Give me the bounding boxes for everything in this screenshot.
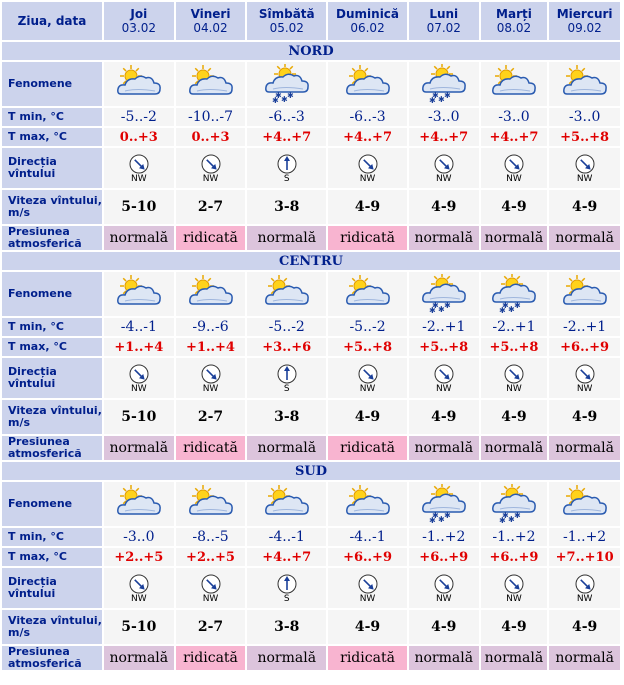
day-date: 09.02 — [567, 21, 602, 35]
pressure-normal-value: normală — [409, 436, 479, 460]
wind-direction-label: NW — [202, 594, 219, 604]
wind-direction-label: NW — [576, 174, 593, 184]
wind-arrow-icon — [277, 574, 297, 594]
tmax-value: +3..+6 — [247, 338, 326, 356]
wind-direction-cell — [549, 148, 620, 188]
tmax-row — [2, 548, 620, 566]
wind-arrow-icon — [129, 574, 149, 594]
tmin-value: -4..-1 — [328, 528, 407, 546]
wind-direction-cell — [409, 568, 479, 608]
direction-label: Direcția vîntului — [2, 568, 102, 608]
direction-row — [2, 568, 620, 608]
wind-speed-value: 3-8 — [247, 400, 326, 434]
wind-speed-value: 4-9 — [328, 400, 407, 434]
fenomene-cell — [549, 62, 620, 106]
wind-direction-cell — [176, 148, 246, 188]
pressure-normal-value: normală — [549, 226, 620, 250]
day-name: Luni — [429, 7, 459, 21]
tmax-label: T max, °C — [2, 338, 102, 356]
pressure-row — [2, 646, 620, 670]
fenomene-cell — [104, 62, 174, 106]
wind-direction-cell — [104, 568, 174, 608]
tmax-value: +4..+7 — [409, 128, 479, 146]
wind-direction-label: NW — [435, 384, 452, 394]
region-row — [2, 252, 620, 270]
tmin-value: -5..-2 — [328, 318, 407, 336]
wind-speed-value: 2-7 — [176, 190, 246, 224]
svg-text:✱: ✱ — [443, 511, 451, 520]
wind-arrow-icon — [129, 364, 149, 384]
fenomene-cell — [328, 482, 407, 526]
fenomene-label: Fenomene — [2, 272, 102, 316]
svg-text:✱: ✱ — [437, 305, 445, 314]
tmax-label: T max, °C — [2, 548, 102, 566]
wind-direction-cell — [481, 148, 548, 188]
wind-direction-label: NW — [131, 174, 147, 184]
wind-speed-value: 4-9 — [549, 610, 620, 644]
wind-direction-cell — [481, 568, 548, 608]
wind-direction-cell — [247, 358, 326, 398]
wind-speed-value: 2-7 — [176, 400, 246, 434]
wind-speed-value: 4-9 — [409, 400, 479, 434]
sun-cloud-snow-icon — [420, 484, 468, 524]
wind-direction-cell — [247, 148, 326, 188]
svg-text:✱: ✱ — [507, 515, 515, 524]
tmax-row — [2, 338, 620, 356]
tmin-value: -5..-2 — [104, 108, 174, 126]
sun-cloud-icon — [344, 274, 392, 314]
sun-cloud-icon — [187, 484, 235, 524]
speed-row — [2, 610, 620, 644]
speed-label: Viteza vîntului, m/s — [2, 610, 102, 644]
day-name: Vineri — [190, 7, 231, 21]
tmax-value: +2..+5 — [104, 548, 174, 566]
fenomene-cell — [481, 482, 548, 526]
wind-arrow-icon — [201, 154, 221, 174]
sun-cloud-snow-icon — [420, 274, 468, 314]
pressure-label: Presiunea atmosferică — [2, 436, 102, 460]
wind-speed-value: 4-9 — [481, 610, 548, 644]
direction-row — [2, 358, 620, 398]
tmax-value: +1..+4 — [104, 338, 174, 356]
wind-speed-value: 3-8 — [247, 610, 326, 644]
day-header — [176, 2, 246, 40]
tmin-value: -4..-1 — [104, 318, 174, 336]
wind-direction-label: NW — [359, 594, 376, 604]
day-header — [409, 2, 479, 40]
wind-direction-label: NW — [506, 594, 522, 604]
svg-text:✱: ✱ — [286, 91, 294, 100]
wind-arrow-icon — [358, 364, 378, 384]
wind-direction-label: NW — [576, 594, 593, 604]
wind-direction-label: NW — [131, 594, 147, 604]
tmin-row — [2, 108, 620, 126]
wind-speed-value: 4-9 — [481, 190, 548, 224]
direction-row — [2, 148, 620, 188]
fenomene-cell — [176, 62, 246, 106]
day-date: 05.02 — [269, 21, 304, 35]
day-name: Duminică — [336, 7, 400, 21]
sun-cloud-icon — [561, 64, 609, 104]
tmax-value: +5..+8 — [328, 338, 407, 356]
wind-direction-label: S — [283, 174, 290, 184]
svg-text:✱: ✱ — [431, 511, 439, 520]
fenomene-cell — [247, 62, 326, 106]
pressure-normal-value: normală — [247, 646, 326, 670]
wind-arrow-icon — [129, 154, 149, 174]
wind-speed-value: 5-10 — [104, 400, 174, 434]
fenomene-cell — [549, 482, 620, 526]
pressure-normal-value: normală — [481, 646, 548, 670]
day-date: 07.02 — [426, 21, 461, 35]
tmin-value: -6..-3 — [328, 108, 407, 126]
day-date: 04.02 — [193, 21, 228, 35]
svg-text:✱: ✱ — [428, 516, 436, 524]
region-title: SUD — [2, 462, 620, 480]
pressure-label: Presiunea atmosferică — [2, 646, 102, 670]
wind-speed-value: 5-10 — [104, 190, 174, 224]
wind-speed-value: 4-9 — [409, 610, 479, 644]
svg-text:✱: ✱ — [507, 305, 515, 314]
svg-text:✱: ✱ — [274, 91, 282, 100]
day-date: 03.02 — [121, 21, 156, 35]
sun-cloud-icon — [187, 64, 235, 104]
tmax-value: +1..+4 — [176, 338, 246, 356]
wind-arrow-icon — [201, 364, 221, 384]
wind-direction-label: NW — [506, 174, 522, 184]
pressure-normal-value: normală — [409, 646, 479, 670]
wind-direction-cell — [409, 358, 479, 398]
wind-direction-cell — [176, 358, 246, 398]
wind-direction-label: NW — [359, 384, 376, 394]
wind-arrow-icon — [575, 574, 595, 594]
tmin-value: -1..+2 — [549, 528, 620, 546]
day-header — [481, 2, 548, 40]
day-name: Sîmbătă — [258, 7, 315, 21]
pressure-row — [2, 226, 620, 250]
day-name: Miercuri — [556, 7, 613, 21]
fenomene-cell — [247, 272, 326, 316]
pressure-normal-value: normală — [481, 436, 548, 460]
sun-cloud-icon — [187, 274, 235, 314]
wind-arrow-icon — [434, 154, 454, 174]
sun-cloud-icon — [115, 274, 163, 314]
day-name: Joi — [130, 7, 148, 21]
pressure-normal-value: normală — [247, 226, 326, 250]
sun-cloud-snow-icon — [490, 484, 538, 524]
speed-row — [2, 400, 620, 434]
pressure-normal-value: normală — [104, 436, 174, 460]
tmin-value: -5..-2 — [247, 318, 326, 336]
tmin-value: -1..+2 — [409, 528, 479, 546]
svg-text:✱: ✱ — [428, 306, 436, 314]
tmin-value: -3..0 — [549, 108, 620, 126]
sun-cloud-icon — [344, 484, 392, 524]
wind-speed-value: 4-9 — [409, 190, 479, 224]
direction-label: Direcția vîntului — [2, 358, 102, 398]
speed-row — [2, 190, 620, 224]
wind-direction-cell — [328, 568, 407, 608]
pressure-high-value: ridicată — [328, 436, 407, 460]
wind-arrow-icon — [358, 154, 378, 174]
pressure-normal-value: normală — [481, 226, 548, 250]
wind-arrow-icon — [277, 154, 297, 174]
wind-arrow-icon — [277, 364, 297, 384]
wind-speed-value: 4-9 — [328, 610, 407, 644]
wind-direction-label: NW — [131, 384, 147, 394]
pressure-high-value: ridicată — [176, 646, 246, 670]
tmax-value: +4..+7 — [247, 548, 326, 566]
wind-arrow-icon — [504, 154, 524, 174]
wind-speed-value: 5-10 — [104, 610, 174, 644]
wind-direction-cell — [549, 358, 620, 398]
fenomene-cell — [247, 482, 326, 526]
svg-text:✱: ✱ — [501, 301, 509, 310]
tmax-value: +6..+9 — [481, 548, 548, 566]
fenomene-cell — [104, 482, 174, 526]
tmax-value: +4..+7 — [247, 128, 326, 146]
tmin-value: -2..+1 — [481, 318, 548, 336]
region-title: NORD — [2, 42, 620, 60]
wind-direction-cell — [104, 358, 174, 398]
pressure-normal-value: normală — [104, 226, 174, 250]
fenomene-cell — [481, 272, 548, 316]
sun-cloud-icon — [263, 274, 311, 314]
fenomene-cell — [328, 272, 407, 316]
region-row — [2, 462, 620, 480]
wind-direction-cell — [247, 568, 326, 608]
speed-label: Viteza vîntului, m/s — [2, 190, 102, 224]
wind-direction-label: NW — [435, 174, 452, 184]
day-date: 08.02 — [496, 21, 532, 35]
tmax-value: +4..+7 — [328, 128, 407, 146]
svg-text:✱: ✱ — [513, 511, 521, 520]
wind-arrow-icon — [358, 574, 378, 594]
pressure-label: Presiunea atmosferică — [2, 226, 102, 250]
wind-direction-cell — [549, 568, 620, 608]
fenomene-label: Fenomene — [2, 62, 102, 106]
tmin-value: -4..-1 — [247, 528, 326, 546]
pressure-high-value: ridicată — [328, 646, 407, 670]
sun-cloud-snow-icon — [263, 64, 311, 104]
tmax-value: +2..+5 — [176, 548, 246, 566]
fenomene-cell — [409, 272, 479, 316]
svg-text:✱: ✱ — [431, 301, 439, 310]
day-date: 06.02 — [350, 21, 385, 35]
fenomene-cell — [549, 272, 620, 316]
svg-text:✱: ✱ — [501, 511, 509, 520]
fenomene-cell — [409, 62, 479, 106]
wind-direction-label: S — [283, 594, 290, 604]
wind-direction-cell — [481, 358, 548, 398]
tmin-value: -10..-7 — [176, 108, 246, 126]
tmin-value: -1..+2 — [481, 528, 548, 546]
tmin-value: -6..-3 — [247, 108, 326, 126]
wind-arrow-icon — [504, 574, 524, 594]
svg-text:✱: ✱ — [443, 91, 451, 100]
fenomene-label: Fenomene — [2, 482, 102, 526]
svg-text:✱: ✱ — [498, 516, 506, 524]
pressure-high-value: ridicată — [328, 226, 407, 250]
tmax-value: +4..+7 — [481, 128, 548, 146]
svg-text:✱: ✱ — [431, 91, 439, 100]
tmax-row — [2, 128, 620, 146]
pressure-normal-value: normală — [549, 436, 620, 460]
wind-direction-label: NW — [435, 594, 452, 604]
wind-speed-value: 4-9 — [549, 400, 620, 434]
svg-text:✱: ✱ — [280, 95, 288, 104]
wind-speed-value: 4-9 — [328, 190, 407, 224]
region-row — [2, 42, 620, 60]
wind-direction-label: NW — [576, 384, 593, 394]
wind-direction-cell — [328, 358, 407, 398]
pressure-row — [2, 436, 620, 460]
fenomene-row — [2, 62, 620, 106]
wind-arrow-icon — [434, 364, 454, 384]
fenomene-cell — [481, 62, 548, 106]
sun-cloud-icon — [115, 484, 163, 524]
svg-text:✱: ✱ — [437, 515, 445, 524]
wind-arrow-icon — [575, 364, 595, 384]
day-header — [328, 2, 407, 40]
wind-direction-cell — [176, 568, 246, 608]
tmax-value: 0..+3 — [104, 128, 174, 146]
sun-cloud-icon — [344, 64, 392, 104]
tmin-value: -8..-5 — [176, 528, 246, 546]
tmin-row — [2, 318, 620, 336]
wind-arrow-icon — [575, 154, 595, 174]
wind-speed-value: 2-7 — [176, 610, 246, 644]
tmin-label: T min, °C — [2, 528, 102, 546]
tmin-label: T min, °C — [2, 318, 102, 336]
corner-label: Ziua, data — [2, 2, 102, 40]
wind-direction-cell — [328, 148, 407, 188]
wind-direction-label: NW — [506, 384, 522, 394]
pressure-high-value: ridicată — [176, 436, 246, 460]
direction-label: Direcția vîntului — [2, 148, 102, 188]
speed-label: Viteza vîntului, m/s — [2, 400, 102, 434]
tmax-value: +5..+8 — [409, 338, 479, 356]
fenomene-cell — [328, 62, 407, 106]
fenomene-cell — [409, 482, 479, 526]
tmax-value: +7..+10 — [549, 548, 620, 566]
tmax-value: +5..+8 — [481, 338, 548, 356]
tmax-value: +5..+8 — [549, 128, 620, 146]
sun-cloud-icon — [115, 64, 163, 104]
fenomene-cell — [176, 272, 246, 316]
sun-cloud-snow-icon — [420, 64, 468, 104]
sun-cloud-icon — [561, 484, 609, 524]
day-header — [247, 2, 326, 40]
sun-cloud-icon — [490, 64, 538, 104]
wind-direction-cell — [409, 148, 479, 188]
tmin-value: -3..0 — [409, 108, 479, 126]
header-row — [2, 2, 620, 40]
svg-text:✱: ✱ — [498, 306, 506, 314]
region-title: CENTRU — [2, 252, 620, 270]
day-header — [549, 2, 620, 40]
fenomene-cell — [104, 272, 174, 316]
pressure-normal-value: normală — [247, 436, 326, 460]
tmax-value: +6..+9 — [549, 338, 620, 356]
pressure-high-value: ridicată — [176, 226, 246, 250]
tmin-value: -3..0 — [481, 108, 548, 126]
wind-speed-value: 4-9 — [481, 400, 548, 434]
tmax-value: +6..+9 — [409, 548, 479, 566]
fenomene-row — [2, 272, 620, 316]
sun-cloud-icon — [561, 274, 609, 314]
pressure-normal-value: normală — [409, 226, 479, 250]
svg-text:✱: ✱ — [271, 96, 279, 104]
svg-text:✱: ✱ — [513, 301, 521, 310]
tmin-value: -2..+1 — [549, 318, 620, 336]
wind-direction-label: NW — [359, 174, 376, 184]
sun-cloud-snow-icon — [490, 274, 538, 314]
svg-text:✱: ✱ — [443, 301, 451, 310]
fenomene-row — [2, 482, 620, 526]
wind-speed-value: 3-8 — [247, 190, 326, 224]
day-header — [104, 2, 174, 40]
fenomene-cell — [176, 482, 246, 526]
wind-direction-label: S — [283, 384, 290, 394]
tmax-value: 0..+3 — [176, 128, 246, 146]
wind-direction-label: NW — [202, 174, 219, 184]
wind-arrow-icon — [434, 574, 454, 594]
tmin-value: -2..+1 — [409, 318, 479, 336]
tmax-label: T max, °C — [2, 128, 102, 146]
tmin-value: -9..-6 — [176, 318, 246, 336]
day-name: Marți — [496, 7, 532, 21]
tmin-value: -3..0 — [104, 528, 174, 546]
wind-speed-value: 4-9 — [549, 190, 620, 224]
wind-direction-cell — [104, 148, 174, 188]
wind-arrow-icon — [504, 364, 524, 384]
pressure-normal-value: normală — [104, 646, 174, 670]
svg-text:✱: ✱ — [428, 96, 436, 104]
sun-cloud-icon — [263, 484, 311, 524]
wind-direction-label: NW — [202, 384, 219, 394]
wind-arrow-icon — [201, 574, 221, 594]
tmin-label: T min, °C — [2, 108, 102, 126]
tmin-row — [2, 528, 620, 546]
svg-text:✱: ✱ — [437, 95, 445, 104]
tmax-value: +6..+9 — [328, 548, 407, 566]
pressure-normal-value: normală — [549, 646, 620, 670]
